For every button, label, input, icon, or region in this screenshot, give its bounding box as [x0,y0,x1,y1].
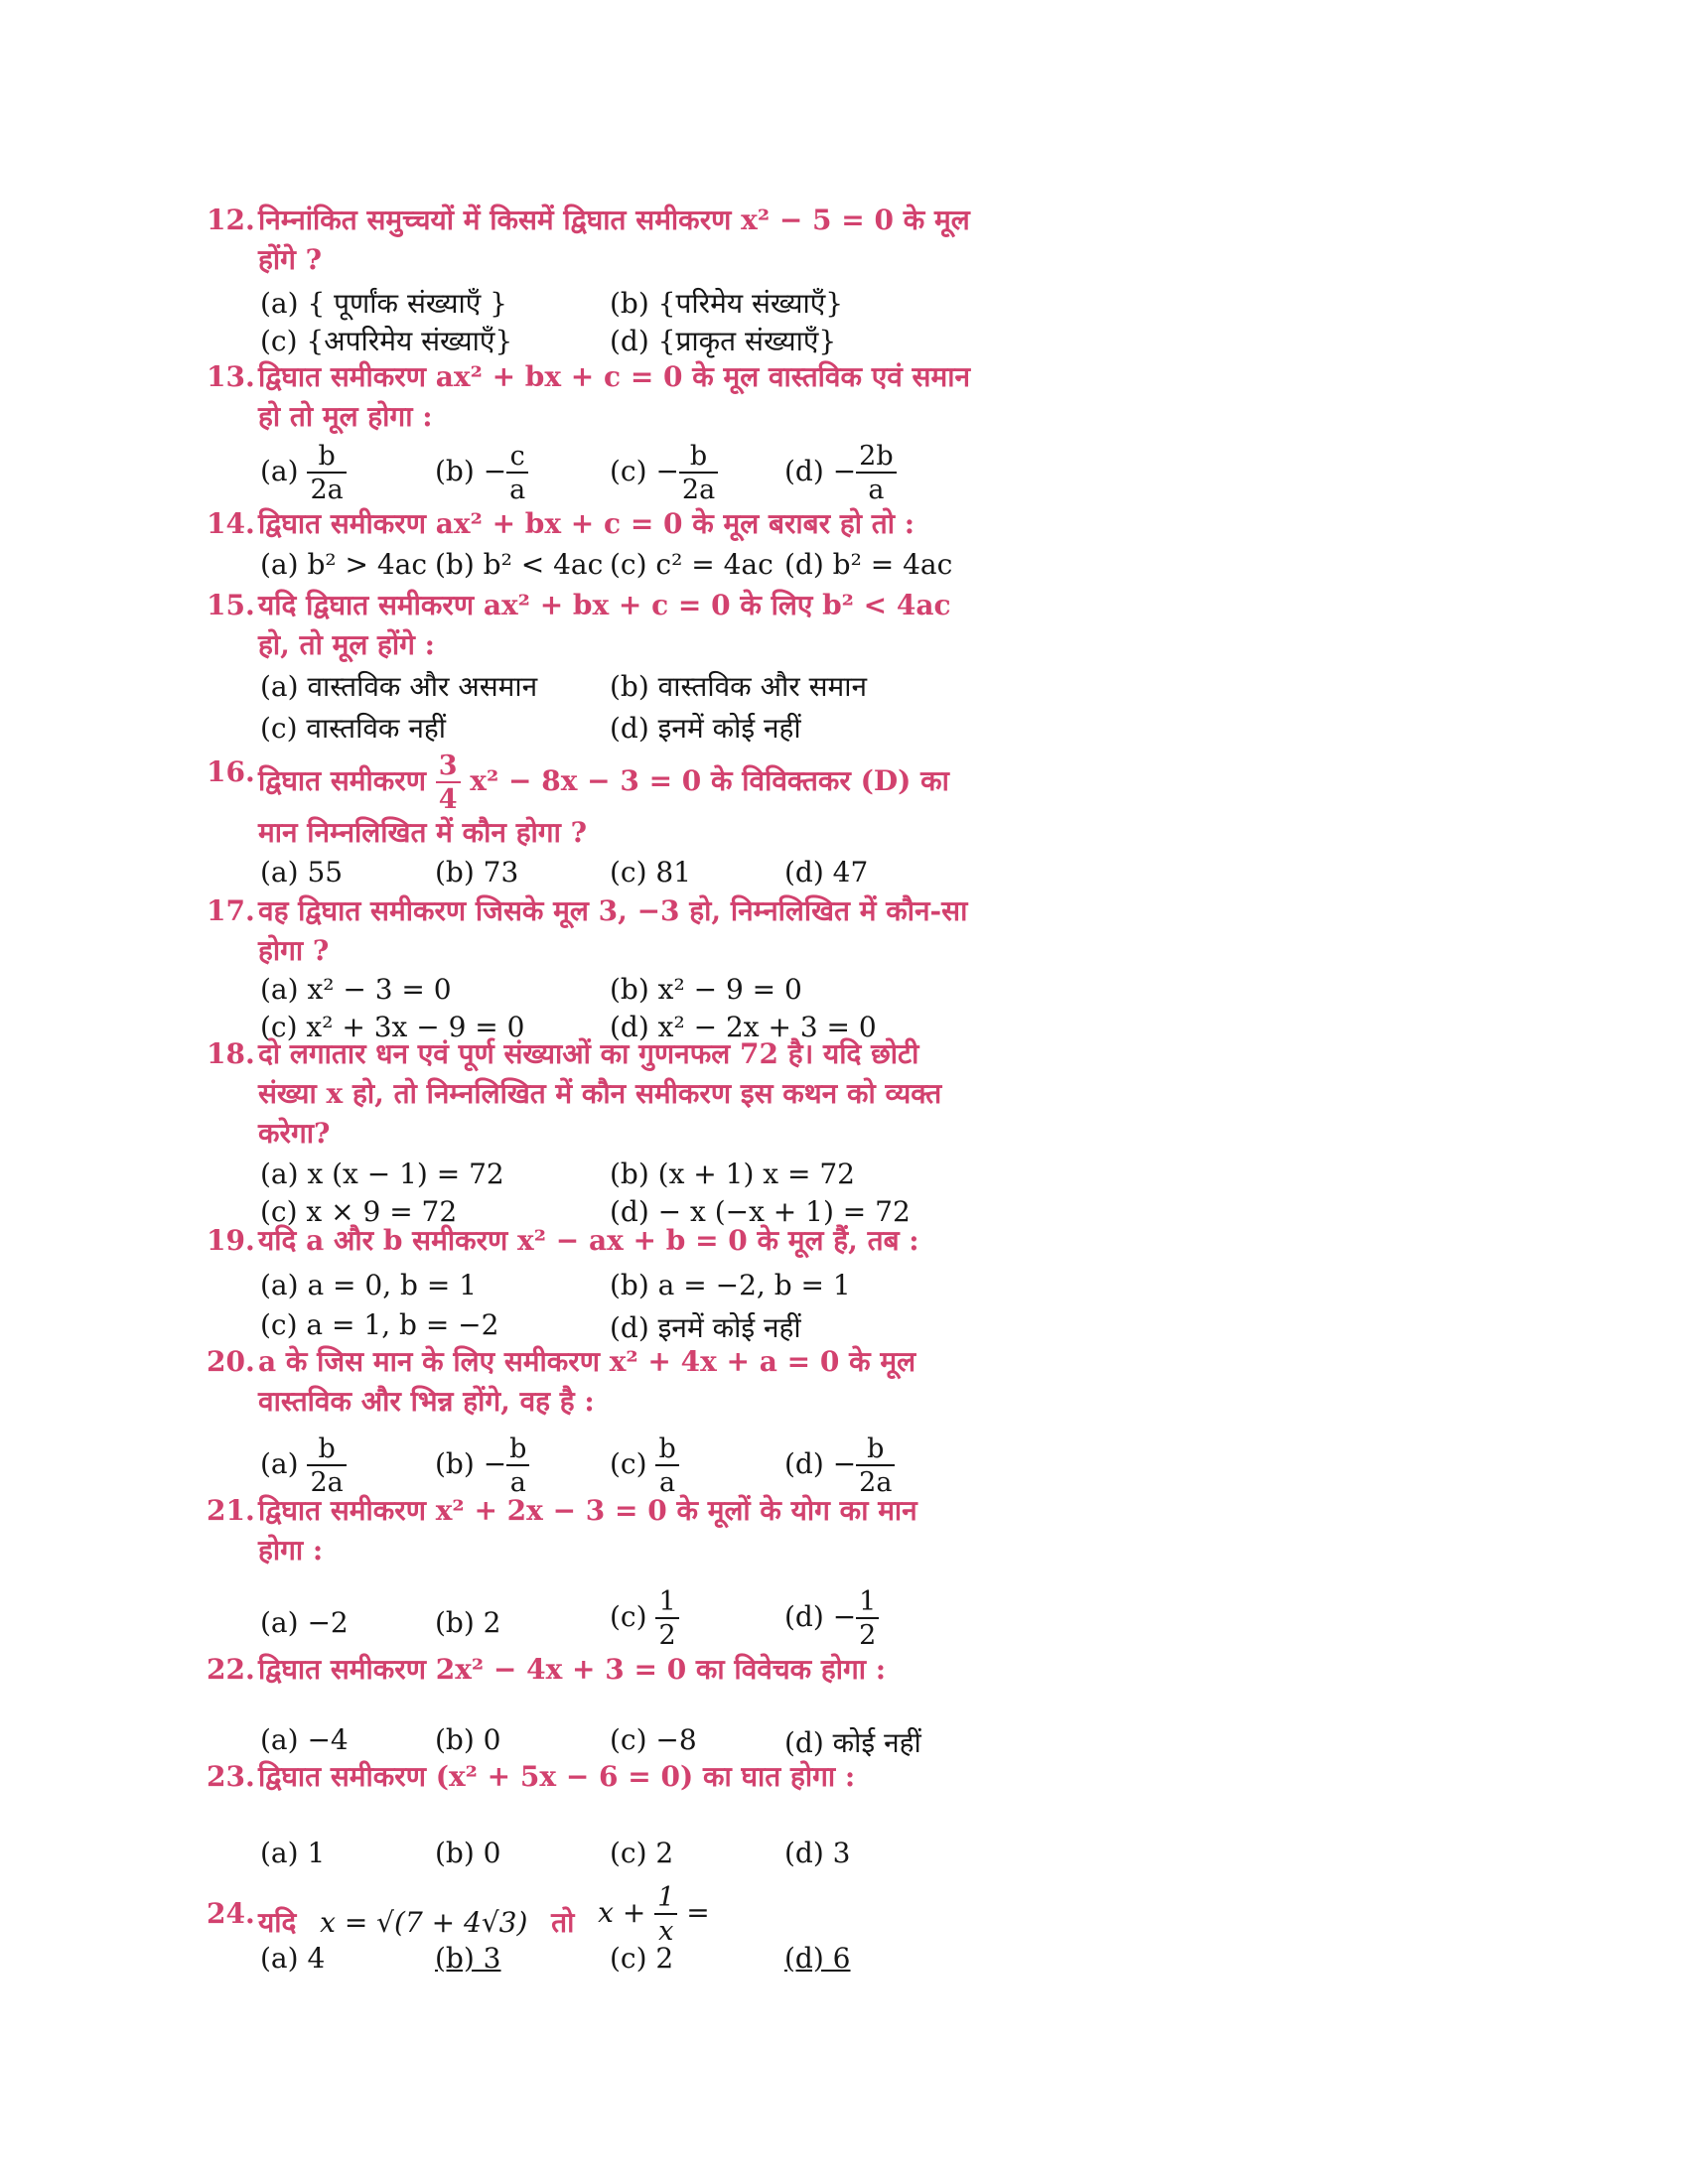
options-23 [260,1837,975,1874]
question-16 [207,752,971,853]
question-22 [207,1650,971,1690]
question-text: द्विघात समीकरण $\frac{3}{4}$ x² − 8x − 3 = 0 के विविक्तकर (D) का मान निम्नलिखित में कौन होगा ? [258,751,949,849]
question-number: 24. [207,1897,255,1930]
numerator: b [506,1435,529,1466]
denominator: a [659,1467,676,1498]
numerator: 2b [856,443,896,474]
option-b: (b) − $\frac{c}{a}$ [435,443,528,503]
question-number: 16. [207,755,255,788]
numerator: 1 [856,1588,879,1619]
option-a: (a) −2 [260,1606,349,1639]
numerator: b [655,1435,678,1466]
denominator: 2a [310,475,344,505]
option-b: (b) 0 [435,1837,501,1869]
option-b: (b) − $\frac{b}{a}$ [435,1435,529,1496]
denominator: a [868,475,885,505]
options-24 [260,1942,975,1979]
question-number: 22. [207,1653,255,1686]
option-b: (b) 0 [435,1723,501,1756]
fraction-three-quarters: $\frac{3}{4}$ [436,752,461,813]
options-13 [260,443,975,508]
option-c: (c) 2 [610,1942,674,1975]
option-a: (a) वास्तविक और असमान [260,670,538,703]
option-a: (a) $\frac{b}{2a}$ [260,1435,347,1496]
option-a: (a) b² > 4ac [260,548,428,581]
question-20 [207,1342,971,1422]
question-number: 14. [207,507,255,540]
option-c: (c) $\frac{b}{a}$ [610,1435,679,1496]
question-text: यदि द्विघात समीकरण ax² + bx + c = 0 के लिए b² < 4ac हो, तो मूल होंगे : [258,589,951,661]
option-c: (c) − $\frac{b}{2a}$ [610,443,718,503]
option-d: (d) 47 [784,856,869,888]
question-24 [207,1884,971,1945]
option-a: (a) −4 [260,1723,349,1756]
option-d: (d) कोई नहीं [784,1726,921,1759]
option-d: (d) इनमें कोई नहीं [610,712,801,745]
numerator: c [506,443,528,474]
question-18 [207,1034,971,1154]
question-text: द्विघात समीकरण (x² + 5x − 6 = 0) का घात होगा : [258,1760,856,1793]
question-text: वह द्विघात समीकरण जिसके मूल 3, −3 हो, निम्नलिखित में कौन-सा होगा ? [258,894,968,967]
option-c: (c) 2 [610,1837,674,1869]
options-19 [260,1269,975,1346]
question-text: द्विघात समीकरण ax² + bx + c = 0 के मूल वास्तविक एवं समान हो तो मूल होगा : [258,360,970,433]
option-c: (c) x × 9 = 72 [260,1195,458,1228]
option-a: (a) x² − 3 = 0 [260,973,452,1006]
question-number: 23. [207,1760,255,1793]
options-22 [260,1723,975,1761]
question-19 [207,1221,971,1261]
option-c: (c) x² + 3x − 9 = 0 [260,1011,525,1043]
option-b: (b) 73 [435,856,519,888]
numerator: 1 [655,1588,678,1619]
question-12 [207,201,971,280]
option-b: (b) 3 [435,1942,501,1975]
option-d: (d) − x (−x + 1) = 72 [610,1195,911,1228]
option-d: (d) − $\frac{b}{2a}$ [784,1435,895,1496]
option-a: (a) x (x − 1) = 72 [260,1158,504,1190]
question-number: 19. [207,1224,255,1257]
question-text: यदि x = √(7 + 4√3) तो x + $\frac{1}{x}$ = [258,1882,710,1947]
option-a: (a) 55 [260,856,344,888]
option-b: (b) (x + 1) x = 72 [610,1158,855,1190]
denominator: a [509,475,526,505]
expression-x-plus-inverse: x + $\frac{1}{x}$ = [598,1882,710,1947]
question-text: निम्नांकित समुच्चयों में किसमें द्विघात समीकरण x² − 5 = 0 के मूल होंगे ? [258,204,970,276]
options-16 [260,856,975,893]
question-15 [207,586,971,665]
question-number: 21. [207,1494,255,1527]
question-17 [207,891,971,971]
question-text: a के जिस मान के लिए समीकरण x² + 4x + a = 0 के मूल वास्तविक और भिन्न होंगे, वह है : [258,1345,916,1418]
options-12 [260,284,975,359]
question-text: द्विघात समीकरण 2x² − 4x + 3 = 0 का विवेचक होगा : [258,1653,887,1686]
question-number: 12. [207,204,255,236]
question-number: 18. [207,1037,255,1070]
question-number: 15. [207,589,255,621]
numerator: b [679,443,718,474]
option-d: (d) 6 [784,1942,851,1975]
question-text: यदि a और b समीकरण x² − ax + b = 0 के मूल हैं, तब : [258,1224,919,1257]
option-a: (a) 1 [260,1837,326,1869]
option-b: (b) b² < 4ac [435,548,604,581]
denominator: a [509,1467,526,1498]
numerator: b [307,443,346,474]
option-c: (c) c² = 4ac [610,548,774,581]
option-a: (a) 4 [260,1942,326,1975]
question-23 [207,1757,971,1797]
options-15 [260,667,975,747]
numerator: b [307,1435,346,1466]
option-b: (b) x² − 9 = 0 [610,973,802,1006]
option-c: (c) 81 [610,856,692,888]
option-d: (d) − $\frac{2b}{a}$ [784,443,897,503]
question-number: 17. [207,894,255,927]
option-c: (c) $\frac{1}{2}$ [610,1588,679,1649]
option-d: (d) x² − 2x + 3 = 0 [610,1011,877,1043]
question-number: 13. [207,360,255,393]
option-d: (d) 3 [784,1837,851,1869]
option-a: (a) { पूर्णांक संख्याएँ } [260,287,507,320]
numerator: b [856,1435,895,1466]
option-c: (c) {अपरिमेय संख्याएँ} [260,325,513,357]
question-21 [207,1491,971,1570]
question-number: 20. [207,1345,255,1378]
option-a: (a) $\frac{b}{2a}$ [260,443,347,503]
option-d: (d) {प्राकृत संख्याएँ} [610,325,837,357]
option-d: (d) इनमें कोई नहीं [610,1311,801,1344]
option-d: (d) b² = 4ac [784,548,953,581]
denominator: 2a [310,1467,344,1498]
option-b: (b) वास्तविक और समान [610,670,868,703]
option-b: (b) 2 [435,1606,501,1639]
denominator: 2a [681,475,716,505]
option-c: (c) −8 [610,1723,697,1756]
option-b: (b) a = −2, b = 1 [610,1269,851,1301]
option-a: (a) a = 0, b = 1 [260,1269,478,1301]
denominator: 2a [859,1467,893,1498]
question-text: दो लगातार धन एवं पूर्ण संख्याओं का गुणनफल 72 है। यदि छोटी संख्या x हो, तो निम्नलिखित में कौन समीकरण इस कथन को व्यक्त करेगा? [258,1037,942,1150]
option-c: (c) वास्तविक नहीं [260,712,446,745]
options-21 [260,1588,975,1654]
options-14 [260,548,975,586]
option-d: (d) − $\frac{1}{2}$ [784,1588,879,1649]
denominator: 2 [859,1620,877,1651]
option-b: (b) {परिमेय संख्याएँ} [610,287,844,320]
question-text: द्विघात समीकरण x² + 2x − 3 = 0 के मूलों के योग का मान होगा : [258,1494,917,1567]
question-13 [207,357,971,437]
question-text: द्विघात समीकरण ax² + bx + c = 0 के मूल बराबर हो तो : [258,507,915,540]
option-c: (c) a = 1, b = −2 [260,1308,499,1341]
denominator: 2 [658,1620,676,1651]
question-14 [207,504,971,544]
expression-x: x = √(7 + 4√3) [320,1906,528,1939]
